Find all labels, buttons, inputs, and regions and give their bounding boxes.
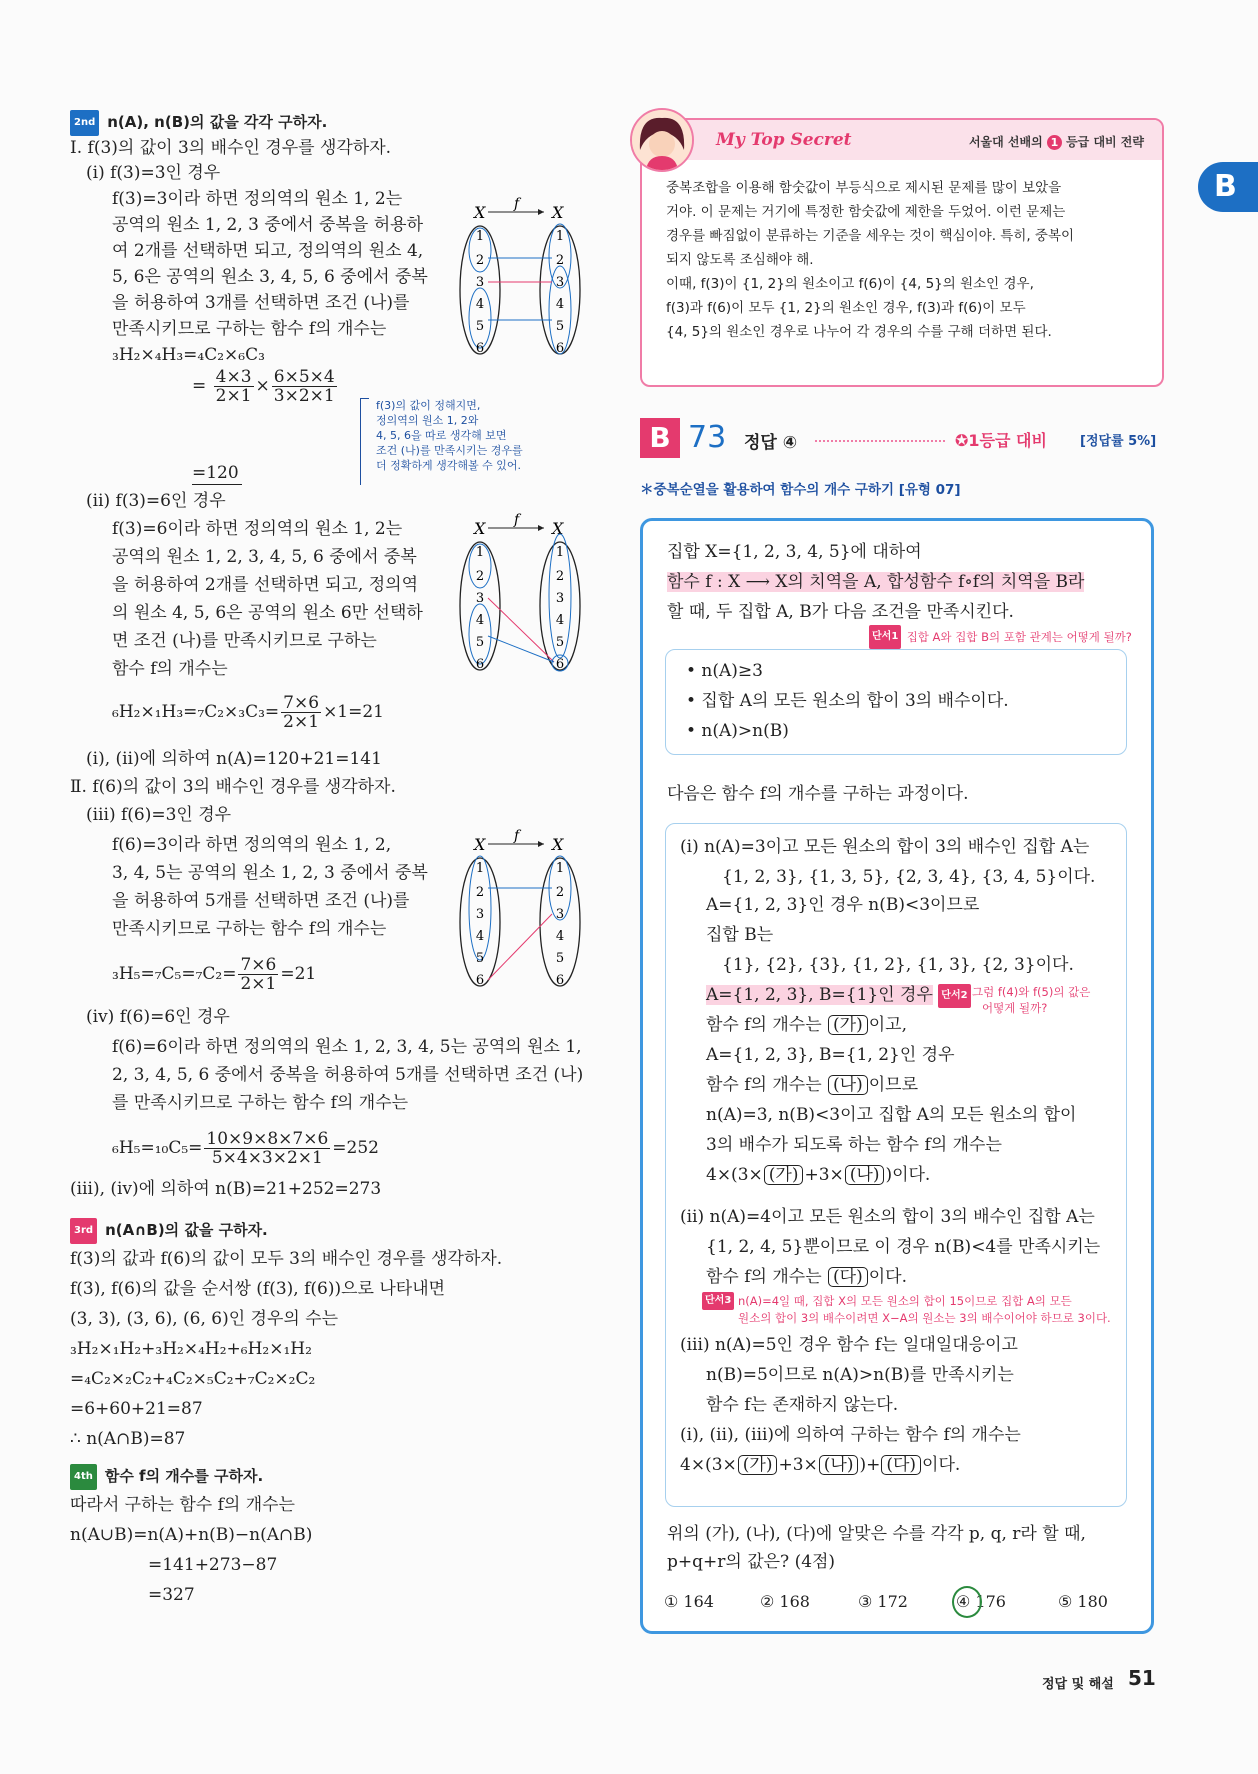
equation-rhs: ×1=21	[323, 702, 384, 722]
secret-line: 되지 않도록 조심해야 해.	[666, 252, 814, 268]
secret-subtitle	[969, 133, 1144, 150]
text-line: 따라서 구하는 함수 f의 개수는	[70, 1495, 295, 1515]
stem-line	[667, 571, 1084, 593]
process-line: n(B)=5이므로 n(A)>n(B)를 만족시키는	[706, 1365, 1014, 1385]
condition-item: • n(A)>n(B)	[686, 721, 789, 741]
condition-item: • 집합 A의 모든 원소의 합이 3의 배수이다.	[686, 691, 1009, 711]
blank-ga: (가)	[764, 1165, 804, 1185]
ask-line: p+q+r의 값은? (4점)	[667, 1552, 836, 1572]
element: 3	[475, 907, 485, 922]
dotted-leader	[815, 440, 945, 442]
blank-na: (나)	[819, 1455, 859, 1475]
blank-ga: (가)	[828, 1015, 868, 1035]
element: 1	[475, 229, 485, 244]
numerator: 7×6	[283, 693, 320, 713]
text: 이다.	[922, 1455, 961, 1475]
step3-heading: 3rd n(A∩B)의 값을 구하자.	[70, 1218, 268, 1244]
question-topic: ＊중복순열을 활용하여 함수의 개수 구하기 [유형 07]	[640, 482, 961, 498]
denominator: 2×1	[240, 974, 277, 994]
choice-text: ④ 176	[956, 1592, 1006, 1611]
process-line	[706, 984, 971, 1008]
process-line	[706, 1014, 907, 1036]
denominator: 2×1	[215, 386, 252, 406]
equals: =	[192, 376, 207, 396]
avatar-icon	[632, 110, 692, 170]
mapping-diagram-3	[448, 828, 598, 988]
element: 3	[475, 591, 485, 606]
numerator: 7×6	[240, 955, 277, 975]
text-line: 만족시키므로 구하는 함수 f의 개수는	[112, 919, 387, 939]
equation-rhs: =21	[280, 964, 317, 984]
subtitle-suffix: 등급 대비 전략	[1066, 135, 1144, 149]
mapping-line	[488, 636, 554, 662]
equation-fraction	[112, 956, 316, 993]
choice-4[interactable]	[956, 1592, 1006, 1611]
element: 6	[555, 657, 565, 672]
arrowhead	[538, 841, 544, 847]
text: 함수 f의 개수는	[706, 1267, 822, 1287]
condition-item: • n(A)≥3	[686, 661, 763, 681]
element: 3	[475, 275, 485, 290]
mentor-avatar	[630, 108, 694, 172]
mapping-diagram-1	[448, 196, 598, 356]
text-line: n(A∪B)=n(A)+n(B)−n(A∩B)	[70, 1525, 313, 1545]
selected-answer-circle	[952, 1586, 982, 1618]
fraction	[272, 368, 337, 405]
hint-tag: 단서2	[938, 984, 970, 1008]
domain-label: X	[474, 203, 486, 222]
element: 2	[555, 253, 565, 268]
blank-na: (나)	[845, 1165, 885, 1185]
secret-body	[666, 176, 1136, 344]
note-bracket	[360, 398, 369, 485]
element: 2	[555, 885, 565, 900]
text-line: 함수 f의 개수는	[112, 659, 228, 679]
equation-fraction	[112, 694, 384, 731]
secret-line: 거야. 이 문제는 거기에 특정한 함숫값에 제한을 두었어. 이런 문제는	[666, 204, 1066, 220]
process-box	[665, 823, 1127, 1507]
text: +3×	[804, 1165, 844, 1185]
text-line: 2, 3, 4, 5, 6 중에서 중복을 허용하여 5개를 선택하면 조건 (나)	[112, 1065, 584, 1085]
section-tab-B[interactable]: B	[1198, 162, 1258, 212]
element: 6	[475, 973, 485, 988]
note-line: 정의역의 원소 1, 2와	[376, 414, 479, 427]
equation-rhs: =252	[332, 1138, 379, 1158]
fraction	[281, 694, 321, 731]
numerator: 6×5×4	[273, 367, 335, 387]
equation: =120	[192, 463, 239, 483]
text-line: 를 만족시키므로 구하는 함수 f의 개수는	[112, 1093, 409, 1113]
element: 1	[555, 861, 565, 876]
process-line: (ⅰ), (ⅱ), (ⅲ)에 의하여 구하는 함수 f의 개수는	[680, 1425, 1021, 1445]
problem-box	[640, 518, 1154, 1634]
element: 6	[555, 973, 565, 988]
case-ii-heading: (ⅱ) f(3)=6인 경우	[86, 491, 226, 511]
stem-line: 할 때, 두 집합 A, B가 다음 조건을 만족시킨다.	[667, 602, 1014, 622]
stem-line: 집합 X={1, 2, 3, 4, 5}에 대하여	[667, 542, 922, 562]
hint-text: 그럼 f(4)와 f(5)의 값은	[972, 985, 1091, 999]
domain-label: X	[474, 835, 486, 854]
text: +3×	[778, 1455, 818, 1475]
case-I-heading: Ⅰ. f(3)의 값이 3의 배수인 경우를 생각하자.	[70, 138, 392, 158]
footer-label: 정답 및 해설	[1042, 1677, 1114, 1692]
hint-2	[972, 984, 1090, 1016]
text-line: 3, 4, 5는 공역의 원소 1, 2, 3 중에서 중복	[112, 863, 428, 883]
text: 이므로	[868, 1075, 919, 1095]
codomain-label: X	[552, 519, 564, 538]
secret-title: My Top Secret	[716, 130, 852, 150]
element: 4	[475, 613, 485, 628]
text-line: f(3)의 값과 f(6)의 값이 모두 3의 배수인 경우를 생각하자.	[70, 1249, 503, 1269]
step4-heading: 4th 함수 f의 개수를 구하자.	[70, 1464, 263, 1490]
element: 5	[555, 319, 565, 334]
equation-lhs: ₃H₅=₇C₅=₇C₂=	[112, 964, 237, 984]
element: 2	[475, 885, 485, 900]
text: )+	[859, 1455, 881, 1475]
process-line	[680, 1454, 960, 1476]
step-tag: 4th	[70, 1464, 97, 1490]
process-intro: 다음은 함수 f의 개수를 구하는 과정이다.	[667, 784, 969, 804]
numerator: 10×9×8×7×6	[206, 1129, 329, 1149]
element: 1	[555, 545, 565, 560]
codomain-ellipse	[540, 542, 580, 670]
text: 4×(3×	[680, 1455, 737, 1475]
element: 4	[475, 297, 485, 312]
text-line: =327	[148, 1585, 195, 1605]
element: 5	[475, 635, 485, 650]
text-line: =₄C₂×₂C₂+₄C₂×₅C₂+₇C₂×₂C₂	[70, 1369, 316, 1389]
mapping-line	[488, 914, 552, 980]
process-line: {1}, {2}, {3}, {1, 2}, {1, 3}, {2, 3}이다.	[722, 955, 1074, 975]
note-line: 조건 (나)를 만족시키는 경우를	[376, 444, 523, 457]
element: 4	[475, 929, 485, 944]
case-iii-heading: (ⅲ) f(6)=3인 경우	[86, 805, 232, 825]
blank-da: (다)	[881, 1455, 921, 1475]
hint-3	[702, 1292, 1111, 1326]
element: 2	[475, 253, 485, 268]
hint-text: 원소의 합이 3의 배수이려면 X−A의 원소는 3의 배수이어야 하므로 3이다.	[738, 1311, 1111, 1325]
domain-ellipse	[460, 858, 500, 986]
fraction	[238, 956, 278, 993]
text: 이고,	[868, 1015, 907, 1035]
text-line: 의 원소 4, 5, 6은 공역의 원소 6만 선택하	[112, 603, 423, 623]
process-line: 함수 f는 존재하지 않는다.	[706, 1395, 899, 1415]
grade-badge: 1	[1047, 135, 1062, 150]
secret-line: 중복조합을 이용해 함숫값이 부등식으로 제시된 문제를 많이 보았을	[666, 180, 1062, 196]
text-line: 면 조건 (나)를 만족시키므로 구하는	[112, 631, 377, 651]
text-line: 을 허용하여 3개를 선택하면 조건 (나)를	[112, 293, 410, 313]
element: 6	[475, 657, 485, 672]
element: 5	[475, 319, 485, 334]
secret-line: 경우를 빠짐없이 분류하는 기준을 세우는 것이 핵심이야. 특히, 중복이	[666, 228, 1075, 244]
process-line: (ⅲ) n(A)=5인 경우 함수 f는 일대일대응이고	[680, 1335, 1018, 1355]
process-line: {1, 2, 4, 5}뿐이므로 이 경우 n(B)<4를 만족시키는	[706, 1237, 1101, 1257]
element: 5	[555, 951, 565, 966]
process-line: A={1, 2, 3}인 경우 n(B)<3이므로	[706, 895, 980, 915]
highlighted-text: A={1, 2, 3}, B={1}인 경우	[706, 985, 933, 1005]
blank-ga: (가)	[738, 1455, 778, 1475]
map-label: f	[514, 196, 520, 212]
element: 4	[555, 613, 565, 628]
element: 6	[555, 341, 565, 356]
hint-text: 어떻게 될까?	[982, 1001, 1048, 1015]
process-line	[706, 1074, 918, 1096]
map-label: f	[514, 828, 520, 844]
denominator: 3×2×1	[273, 386, 335, 406]
hint-tag: 단서3	[702, 1292, 734, 1310]
element: 3	[555, 275, 565, 290]
page-number: 51	[1128, 1666, 1156, 1690]
element: 1	[475, 545, 485, 560]
element: 3	[555, 907, 565, 922]
domain-ellipse	[460, 542, 500, 670]
step-tag: 3rd	[70, 1218, 97, 1244]
text-line: 공역의 원소 1, 2, 3, 4, 5, 6 중에서 중복	[112, 547, 417, 567]
domain-ellipse	[460, 226, 500, 354]
process-line: (ⅱ) n(A)=4이고 모든 원소의 합이 3의 배수인 집합 A는	[680, 1207, 1095, 1227]
hint-text: n(A)=4일 때, 집합 X의 모든 원소의 합이 15이므로 집합 A의 모든	[737, 1294, 1072, 1308]
process-line: 집합 B는	[706, 925, 774, 945]
equation-fraction	[192, 368, 339, 405]
correct-rate: [정답률 5%]	[1080, 434, 1157, 449]
note-line: f(3)의 값이 정해지면,	[376, 399, 481, 412]
underline	[192, 484, 242, 485]
arrowhead	[538, 209, 544, 215]
note-line: 더 정확하게 생각해볼 수 있어.	[376, 459, 521, 472]
text-line: ₃H₂×₁H₂+₃H₂×₄H₂+₆H₂×₁H₂	[70, 1339, 312, 1359]
note-text	[376, 398, 523, 473]
equation-lhs: ₆H₂×₁H₃=₇C₂×₃C₃=	[112, 702, 280, 722]
text-line: 여 2개를 선택하면 되고, 정의역의 원소 4,	[112, 241, 424, 261]
text: 4×(3×	[706, 1165, 763, 1185]
text-line: =6+60+21=87	[70, 1399, 203, 1419]
case-iv-heading: (ⅳ) f(6)=6인 경우	[86, 1007, 230, 1027]
text: 함수 f의 개수는	[706, 1015, 822, 1035]
element: 5	[475, 951, 485, 966]
times: ×	[255, 376, 270, 396]
secret-line: f(3)과 f(6)이 모두 {1, 2}의 원소인 경우, f(3)과 f(6)이 모두	[666, 300, 1026, 316]
element: 2	[475, 569, 485, 584]
process-line	[706, 1164, 930, 1186]
text-line: 을 허용하여 2개를 선택하면 되고, 정의역	[112, 575, 418, 595]
step-tag: 2nd	[70, 110, 99, 136]
process-line: {1, 2, 3}, {1, 3, 5}, {2, 3, 4}, {3, 4, 5}이다.	[722, 867, 1096, 887]
text-line: f(6)=3이라 하면 정의역의 원소 1, 2,	[112, 835, 392, 855]
step2-heading: 2nd n(A), n(B)의 값을 각각 구하자.	[70, 110, 327, 136]
text-line: 을 허용하여 5개를 선택하면 조건 (나)를	[112, 891, 410, 911]
element: 4	[555, 929, 565, 944]
codomain-ellipse	[540, 226, 580, 354]
secret-line: {4, 5}의 원소인 경우로 나누어 각 경우의 수를 구해 더하면 된다.	[666, 324, 1052, 340]
text: 이다.	[868, 1267, 907, 1287]
secret-line: 이때, f(3)이 {1, 2}의 원소이고 f(6)이 {4, 5}의 원소인 경우,	[666, 276, 1034, 292]
mapping-line	[488, 598, 554, 662]
text-line: 5, 6은 공역의 원소 3, 4, 5, 6 중에서 중복	[112, 267, 428, 287]
codomain-label: X	[552, 835, 564, 854]
equation-fraction	[112, 1130, 379, 1167]
denominator: 2×1	[283, 712, 320, 732]
choice-2[interactable]: ② 168	[760, 1592, 810, 1611]
choice-5[interactable]: ⑤ 180	[1058, 1592, 1108, 1611]
subtitle-prefix: 서울대 선배의	[968, 135, 1043, 149]
element: 4	[555, 297, 565, 312]
hint-tag: 단서1	[869, 625, 901, 649]
text-line: f(3)=3이라 하면 정의역의 원소 1, 2는	[112, 189, 403, 209]
process-line	[706, 1266, 907, 1288]
process-line: A={1, 2, 3}, B={1, 2}인 경우	[706, 1045, 955, 1065]
codomain-ellipse	[540, 858, 580, 986]
hint-1	[869, 625, 1132, 649]
domain-label: X	[474, 519, 486, 538]
condition-box	[665, 649, 1127, 755]
element: 3	[555, 591, 565, 606]
element: 1	[555, 229, 565, 244]
text-line: f(6)=6이라 하면 정의역의 원소 1, 2, 3, 4, 5는 공역의 원소 1,	[112, 1037, 582, 1057]
choice-1[interactable]: ① 164	[664, 1592, 714, 1611]
sum-II: (ⅲ), (ⅳ)에 의하여 n(B)=21+252=273	[70, 1179, 382, 1199]
question-number: 73	[688, 420, 727, 455]
numerator: 4×3	[215, 367, 252, 387]
element: 1	[475, 861, 485, 876]
fraction	[204, 1130, 330, 1167]
equation-lhs: ₆H₅=₁₀C₅=	[112, 1138, 203, 1158]
ask-line: 위의 (가), (나), (다)에 알맞은 수를 각각 p, q, r라 할 때,	[667, 1524, 1086, 1544]
hint-text: 집합 A와 집합 B의 포함 관계는 어떻게 될까?	[906, 630, 1132, 644]
case-II-heading: Ⅱ. f(6)의 값이 3의 배수인 경우를 생각하자.	[70, 777, 396, 797]
element: 2	[555, 569, 565, 584]
fraction	[214, 368, 254, 405]
note-line: 4, 5, 6을 따로 생각해 보면	[376, 429, 507, 442]
text-line: f(3)=6이라 하면 정의역의 원소 1, 2는	[112, 519, 403, 539]
process-line: 3의 배수가 되도록 하는 함수 f의 개수는	[706, 1135, 1002, 1155]
highlighted-text: 함수 f : X ⟶ X의 치역을 A, 합성함수 f∘f의 치역을 B라	[667, 572, 1085, 592]
text-line: ∴ n(A∩B)=87	[70, 1429, 186, 1449]
text-line: 만족시키므로 구하는 함수 f의 개수는	[112, 319, 387, 339]
case-i-heading: (ⅰ) f(3)=3인 경우	[86, 163, 221, 183]
text-line: =141+273−87	[148, 1555, 278, 1575]
blank-da: (다)	[828, 1267, 868, 1287]
text: 함수 f의 개수는	[706, 1075, 822, 1095]
mapping-diagram-2	[448, 512, 598, 672]
equation: ₃H₂×₄H₃=₄C₂×₆C₃	[112, 345, 265, 365]
arrowhead	[538, 525, 544, 531]
codomain-label: X	[552, 203, 564, 222]
process-line: n(A)=3, n(B)<3이고 집합 A의 모든 원소의 합이	[706, 1105, 1077, 1125]
map-label: f	[514, 512, 520, 528]
top-secret-box	[640, 118, 1164, 387]
sum-I: (ⅰ), (ⅱ)에 의하여 n(A)=120+21=141	[86, 749, 382, 769]
question-letter: B	[640, 418, 680, 458]
element: 5	[555, 635, 565, 650]
denominator: 5×4×3×2×1	[211, 1148, 323, 1168]
text-line: (3, 3), (3, 6), (6, 6)인 경우의 수는	[70, 1309, 339, 1329]
choice-3[interactable]: ③ 172	[858, 1592, 908, 1611]
element: 6	[475, 341, 485, 356]
process-line: (ⅰ) n(A)=3이고 모든 원소의 합이 3의 배수인 집합 A는	[680, 837, 1090, 857]
text-line: 공역의 원소 1, 2, 3 중에서 중복을 허용하	[112, 215, 423, 235]
text-line: f(3), f(6)의 값을 순서쌍 (f(3), f(6))으로 나타내면	[70, 1279, 446, 1299]
answer-label: 정답 ④	[744, 433, 798, 453]
grade-label: ✪1등급 대비	[955, 431, 1047, 450]
text: )이다.	[885, 1165, 931, 1185]
blank-na: (나)	[828, 1075, 868, 1095]
question-header	[640, 418, 1160, 458]
